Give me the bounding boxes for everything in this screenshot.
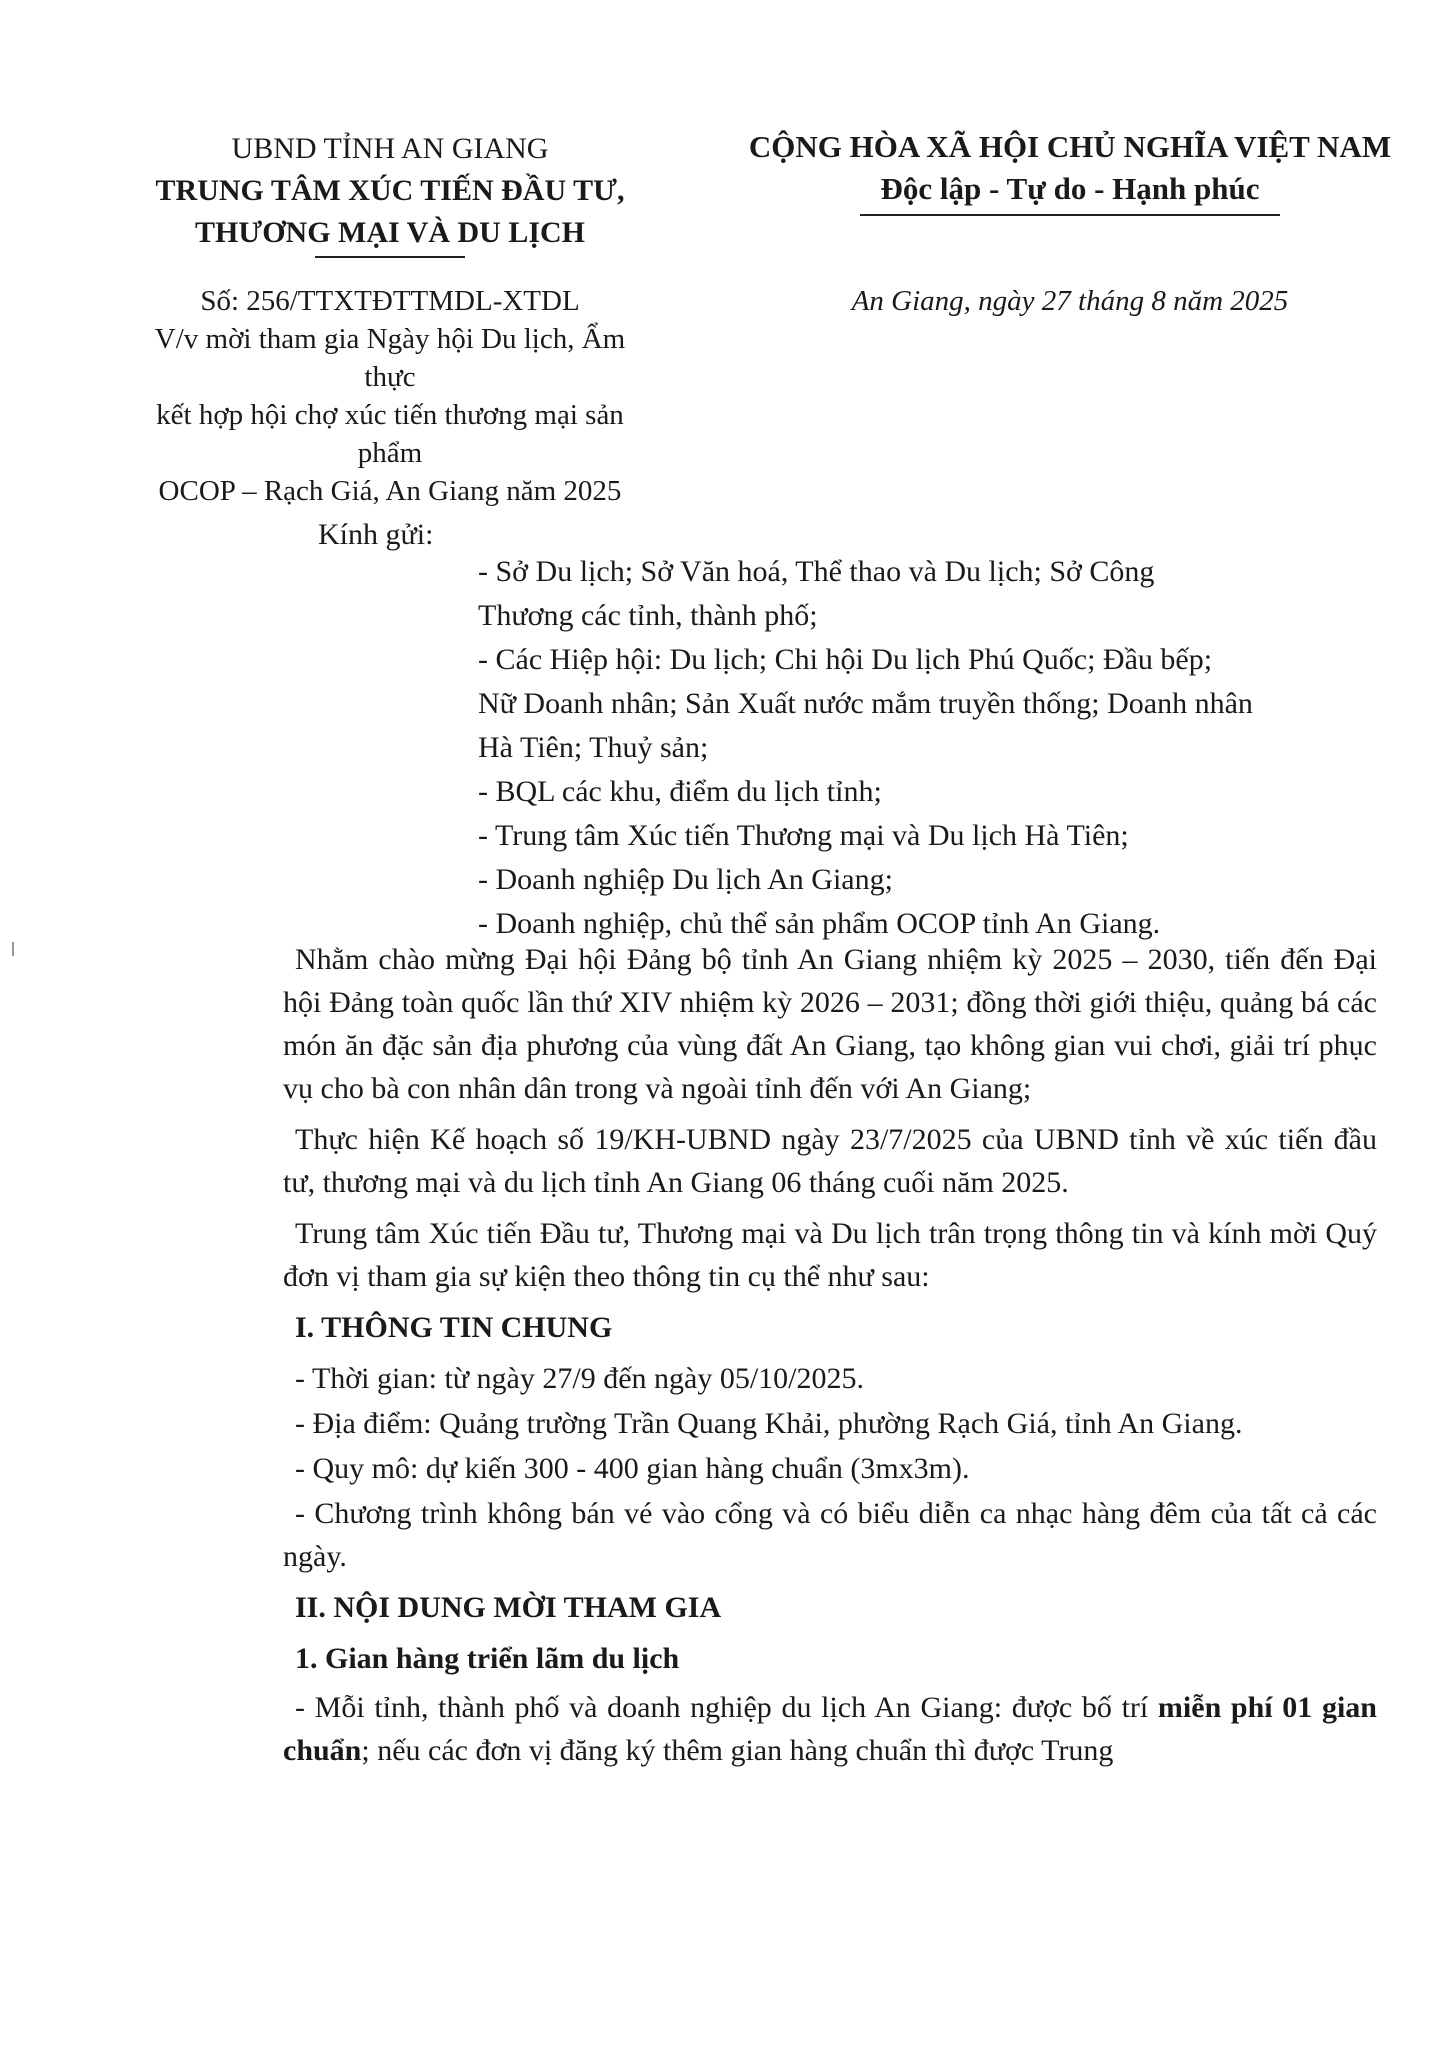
recipient-line: Nữ Doanh nhân; Sản Xuất nước mắm truyền thống; Doanh nhân xyxy=(478,687,1253,720)
agency-parent: UBND TỈNH AN GIANG xyxy=(231,132,549,165)
recipient-line: - Trung tâm Xúc tiến Thương mại và Du lịch Hà Tiên; xyxy=(478,819,1129,852)
intro-paragraph: Nhằm chào mừng Đại hội Đảng bộ tỉnh An Giang nhiệm kỳ 2025 – 2030, tiến đến Đại hội Đảng toàn quốc lần thứ XIV nhiệm kỳ 2026 – 2031; đồng thời giới thiệu, quảng bá các món ăn đặc sản địa phương của vùng đất An Giang, tạo không gian vui chơi, giải trí phục vụ cho bà con nhân dân trong và ngoài tỉnh đến với An Giang; xyxy=(283,943,1377,1105)
event-scale: - Quy mô: dự kiến 300 - 400 gian hàng chuẩn (3mx3m). xyxy=(295,1452,970,1485)
document-body xyxy=(283,938,1377,1780)
recipient-line: - Doanh nghiệp, chủ thể sản phẩm OCOP tỉnh An Giang. xyxy=(478,907,1161,940)
recipient-line: - Sở Du lịch; Sở Văn hoá, Thể thao và Du lịch; Sở Công xyxy=(478,555,1155,588)
booth-text-continued: ; nếu các đơn vị đăng ký thêm gian hàng chuẩn thì được Trung xyxy=(361,1734,1114,1767)
greeting: Kính gửi: xyxy=(318,518,434,551)
issuing-agency xyxy=(130,128,650,258)
recipient-line: Hà Tiên; Thuỷ sản; xyxy=(478,731,709,764)
event-program: - Chương trình không bán vé vào cổng và có biểu diễn ca nhạc hàng đêm của tất cả các ngày. xyxy=(283,1497,1377,1573)
agency-name-line1: TRUNG TÂM XÚC TIẾN ĐẦU TƯ, xyxy=(155,174,625,207)
basis-paragraph: Thực hiện Kế hoạch số 19/KH-UBND ngày 23/7/2025 của UBND tỉnh về xúc tiến đầu tư, thương mại và du lịch tỉnh An Giang 06 tháng cuối năm 2025. xyxy=(283,1123,1377,1199)
invitation-paragraph: Trung tâm Xúc tiến Đầu tư, Thương mại và Du lịch trân trọng thông tin và kính mời Quý đơn vị tham gia sự kiện theo thông tin cụ thể như sau: xyxy=(283,1217,1377,1293)
motto-underline xyxy=(860,214,1280,216)
nation-title: CỘNG HÒA XÃ HỘI CHỦ NGHĨA VIỆT NAM xyxy=(748,129,1392,164)
subject-line-3: OCOP – Rạch Giá, An Giang năm 2025 xyxy=(158,475,622,507)
booth-free-highlight: miễn phí 01 gian chuẩn xyxy=(283,1691,1377,1767)
document-number: Số: 256/TTXTĐTTMDL-XTDL xyxy=(200,285,580,317)
recipient-line: - BQL các khu, điểm du lịch tỉnh; xyxy=(478,775,882,808)
recipient-line: - Doanh nghiệp Du lịch An Giang; xyxy=(478,863,893,896)
event-time: - Thời gian: từ ngày 27/9 đến ngày 05/10/2025. xyxy=(295,1362,865,1395)
agency-underline xyxy=(315,256,465,258)
section-1-heading: I. THÔNG TIN CHUNG xyxy=(295,1311,613,1344)
event-venue: - Địa điểm: Quảng trường Trần Quang Khải, phường Rạch Giá, tỉnh An Giang. xyxy=(295,1407,1243,1440)
booth-text: - Mỗi tỉnh, thành phố và doanh nghiệp du lịch An Giang: được bố trí xyxy=(295,1691,1158,1724)
subject-line-1: V/v mời tham gia Ngày hội Du lịch, Ẩm thực xyxy=(154,323,626,393)
recipient-line: Thương các tỉnh, thành phố; xyxy=(478,599,818,632)
subsection-1-heading: 1. Gian hàng triển lãm du lịch xyxy=(295,1642,680,1675)
booth-paragraph xyxy=(283,1686,1377,1772)
agency-name-line2: THƯƠNG MẠI VÀ DU LỊCH xyxy=(194,216,585,249)
subject-line-2: kết hợp hội chợ xúc tiến thương mại sản phẩm xyxy=(156,399,624,469)
section-2-heading: II. NỘI DUNG MỜI THAM GIA xyxy=(295,1591,722,1624)
motto: Độc lập - Tự do - Hạnh phúc xyxy=(880,171,1260,206)
recipient-list xyxy=(478,550,1298,946)
document-reference xyxy=(130,282,650,510)
scan-mark xyxy=(12,942,14,956)
national-header xyxy=(720,126,1420,216)
recipient-line: - Các Hiệp hội: Du lịch; Chi hội Du lịch Phú Quốc; Đầu bếp; xyxy=(478,643,1213,676)
place-date: An Giang, ngày 27 tháng 8 năm 2025 xyxy=(851,285,1289,317)
